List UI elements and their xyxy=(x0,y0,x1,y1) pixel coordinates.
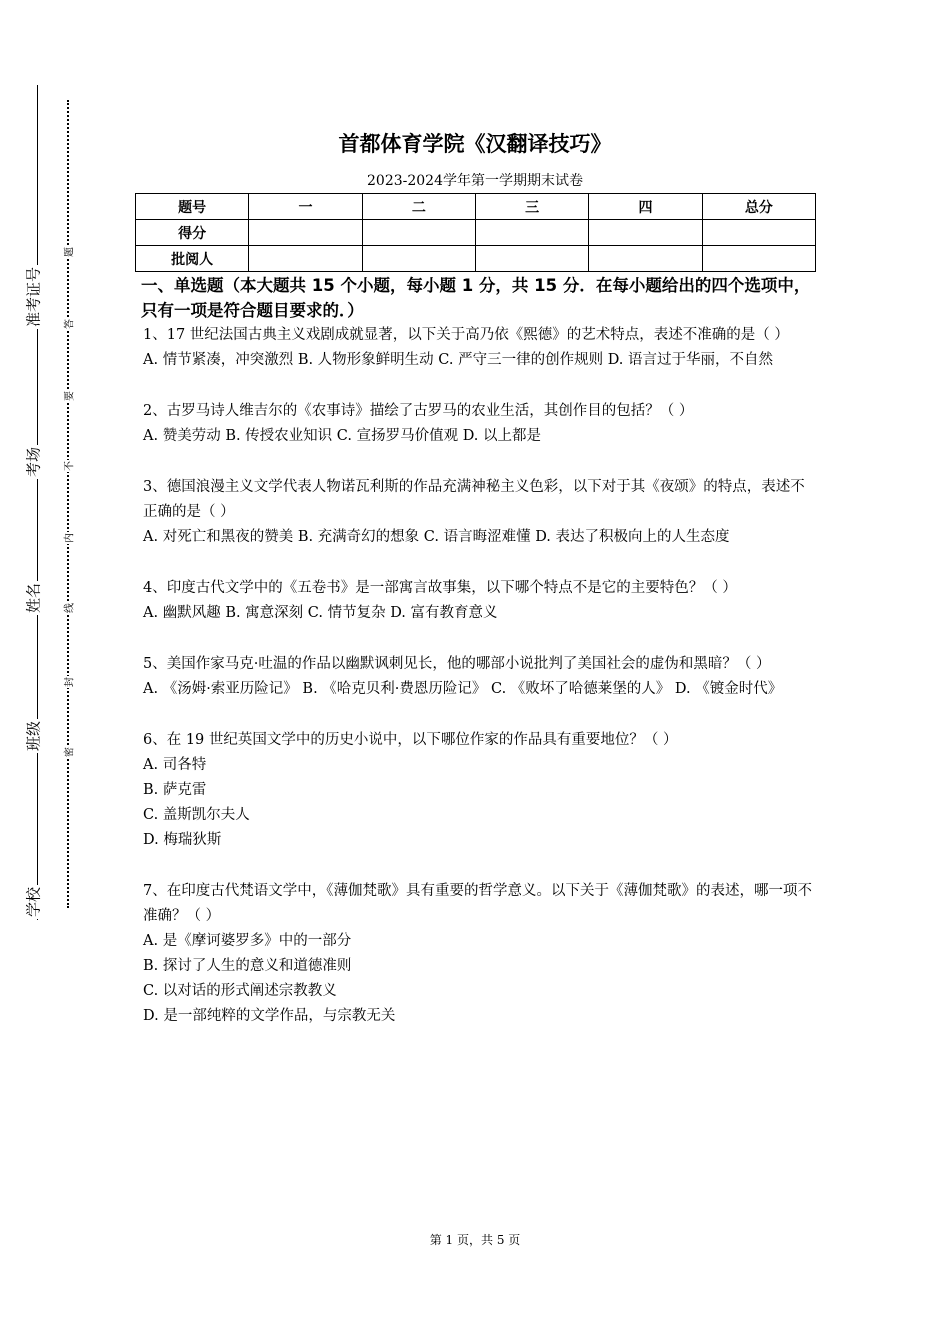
score-table-header-cell: 题号 xyxy=(136,194,249,220)
option-group xyxy=(143,348,818,373)
option-group xyxy=(143,601,818,626)
score-cell[interactable] xyxy=(702,220,815,246)
answer-option[interactable]: A. 司各特 xyxy=(143,757,207,773)
score-table-row xyxy=(136,246,816,272)
question-stem: 1、17 世纪法国古典主义戏剧成就显著，以下关于高乃依《熙德》的艺术特点，表述不准确的是（ ） xyxy=(143,327,789,343)
exam-content xyxy=(143,273,818,1029)
question xyxy=(143,652,818,702)
score-table-row xyxy=(136,220,816,246)
score-table-header-cell: 三 xyxy=(475,194,588,220)
score-cell[interactable] xyxy=(249,220,362,246)
answer-option[interactable]: D. 《镀金时代》 xyxy=(674,681,783,697)
answer-option[interactable]: A. 赞美劳动 xyxy=(143,428,221,444)
score-table-header-cell: 一 xyxy=(249,194,362,220)
answer-option[interactable]: A. 幽默风趣 xyxy=(143,605,221,621)
binding-margin xyxy=(0,0,120,1344)
name-field-label: 姓名 xyxy=(24,582,43,614)
score-row-label: 得分 xyxy=(136,220,249,246)
score-table-header-row xyxy=(136,194,816,220)
exam-number-field-label: 准考证号 xyxy=(24,266,43,328)
option-group xyxy=(143,753,818,853)
exam-subtitle: 2023-2024学年第一学期期末试卷 xyxy=(367,173,583,189)
question-stem: 4、印度古代文学中的《五卷书》是一部寓言故事集，以下哪个特点不是它的主要特色？（ ） xyxy=(143,580,737,596)
answer-option[interactable]: B. 《哈克贝利·费恩历险记》 xyxy=(302,681,487,697)
page-footer: 第 1 页，共 5 页 xyxy=(429,1233,521,1247)
answer-option[interactable]: C. 宣扬罗马价值观 xyxy=(336,428,459,444)
answer-option[interactable]: B. 传授农业知识 xyxy=(225,428,333,444)
question xyxy=(143,879,818,1029)
answer-option[interactable]: B. 人物形象鲜明生动 xyxy=(297,352,434,368)
option-group xyxy=(143,525,818,550)
grader-row-label: 批阅人 xyxy=(136,246,249,272)
answer-option[interactable]: B. 寓意深刻 xyxy=(225,605,304,621)
score-cell[interactable] xyxy=(362,220,475,246)
answer-option[interactable]: D. 语言过于华丽，不自然 xyxy=(607,352,774,368)
answer-option[interactable]: A. 情节紧凑，冲突激烈 xyxy=(143,352,294,368)
seal-char: 答 xyxy=(61,318,76,330)
seal-char: 封 xyxy=(61,676,76,688)
exam-room-field-label: 考场 xyxy=(24,446,43,478)
answer-option[interactable]: C. 以对话的形式阐述宗教教义 xyxy=(143,983,337,999)
answer-option[interactable]: B. 探讨了人生的意义和道德准则 xyxy=(143,958,352,974)
question-stem: 3、德国浪漫主义文学代表人物诺瓦利斯的作品充满神秘主义色彩，以下对于其《夜颂》的特点，表述不正确的是（ ） xyxy=(143,479,805,520)
answer-option[interactable]: C. 《败坏了哈德莱堡的人》 xyxy=(491,681,671,697)
class-field-label: 班级 xyxy=(24,720,43,752)
option-group xyxy=(143,424,818,449)
answer-option[interactable]: D. 表达了积极向上的人生态度 xyxy=(535,529,730,545)
answer-option[interactable]: C. 情节复杂 xyxy=(307,605,386,621)
question-stem: 6、在 19 世纪英国文学中的历史小说中，以下哪位作家的作品具有重要地位？（ ） xyxy=(143,732,678,748)
answer-option[interactable]: A. 《汤姆·索亚历险记》 xyxy=(143,681,298,697)
option-group xyxy=(143,677,818,702)
binding-dotted-line xyxy=(67,100,69,908)
answer-option[interactable]: B. 充满奇幻的想象 xyxy=(297,529,420,545)
question xyxy=(143,475,818,550)
answer-option[interactable]: A. 对死亡和黑夜的赞美 xyxy=(143,529,294,545)
grader-cell[interactable] xyxy=(362,246,475,272)
question-stem: 7、在印度古代梵语文学中，《薄伽梵歌》具有重要的哲学意义。以下关于《薄伽梵歌》的表述，哪一项不准确？（ ） xyxy=(143,883,812,924)
grader-cell[interactable] xyxy=(702,246,815,272)
answer-option[interactable]: C. 盖斯凯尔夫人 xyxy=(143,807,250,823)
answer-option[interactable]: D. 梅瑞狄斯 xyxy=(143,832,222,848)
option-group xyxy=(143,929,818,1029)
seal-char: 不 xyxy=(61,460,76,472)
answer-option[interactable]: B. 萨克雷 xyxy=(143,782,207,798)
score-table-header-cell: 四 xyxy=(589,194,702,220)
school-field-label: 学校 xyxy=(24,886,43,918)
question xyxy=(143,323,818,373)
grader-cell[interactable] xyxy=(475,246,588,272)
binding-solid-line xyxy=(37,85,38,920)
seal-char: 内 xyxy=(61,532,76,544)
answer-option[interactable]: A. 是《摩诃婆罗多》中的一部分 xyxy=(143,933,352,949)
question xyxy=(143,728,818,853)
answer-option[interactable]: D. 以上都是 xyxy=(462,428,542,444)
score-table-header-cell: 总分 xyxy=(702,194,815,220)
seal-char: 线 xyxy=(61,602,76,614)
seal-char: 题 xyxy=(61,246,76,258)
answer-option[interactable]: D. 是一部纯粹的文学作品，与宗教无关 xyxy=(143,1008,396,1024)
question xyxy=(143,399,818,449)
answer-option[interactable]: C. 语言晦涩难懂 xyxy=(423,529,531,545)
score-table xyxy=(135,193,816,272)
question-stem: 2、古罗马诗人维吉尔的《农事诗》描绘了古罗马的农业生活，其创作目的包括？（ ） xyxy=(143,403,694,419)
section-heading: 一、单选题（本大题共 15 个小题，每小题 1 分，共 15 分．在每小题给出的四个选项中，只有一项是符合题目要求的．） xyxy=(141,276,811,320)
grader-cell[interactable] xyxy=(589,246,702,272)
exam-title: 首都体育学院《汉翻译技巧》 xyxy=(338,132,612,156)
seal-char: 要 xyxy=(61,390,76,402)
answer-option[interactable]: C. 严守三一律的创作规则 xyxy=(438,352,604,368)
grader-cell[interactable] xyxy=(249,246,362,272)
score-cell[interactable] xyxy=(475,220,588,246)
question xyxy=(143,576,818,626)
seal-char: 密 xyxy=(61,746,76,758)
answer-option[interactable]: D. 富有教育意义 xyxy=(390,605,498,621)
question-list xyxy=(143,323,818,1029)
score-table-header-cell: 二 xyxy=(362,194,475,220)
question-stem: 5、美国作家马克·吐温的作品以幽默讽刺见长，他的哪部小说批判了美国社会的虚伪和黑暗？（ ） xyxy=(143,656,771,672)
score-cell[interactable] xyxy=(589,220,702,246)
